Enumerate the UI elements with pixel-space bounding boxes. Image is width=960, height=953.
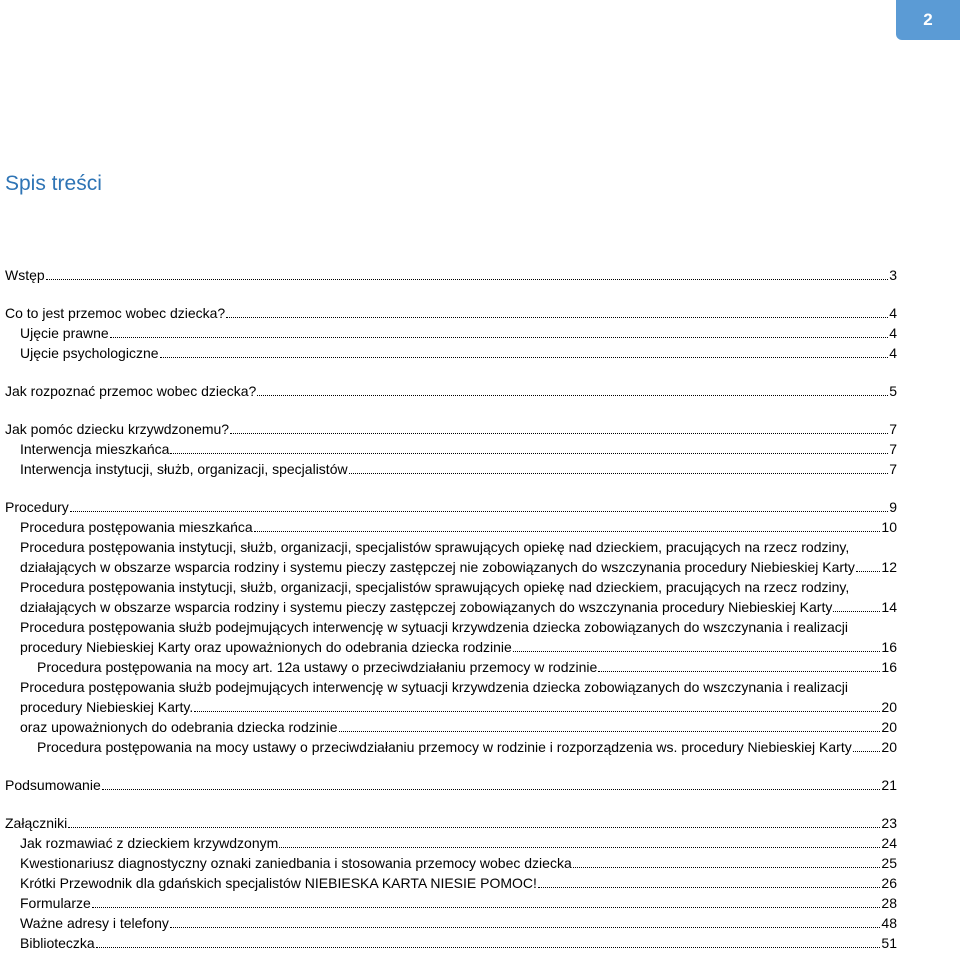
- dot-leader: [538, 886, 881, 888]
- dot-leader: [96, 946, 881, 948]
- toc-entry[interactable]: [5, 517, 897, 537]
- toc-entry[interactable]: [5, 677, 897, 717]
- toc-entry-page: 10: [881, 519, 897, 535]
- toc-entry-title: Biblioteczka: [20, 935, 95, 951]
- toc-entry-page: 4: [889, 325, 897, 341]
- toc-entry-page: 20: [881, 739, 897, 755]
- toc-entry[interactable]: [5, 853, 897, 873]
- toc-entry-page: 7: [889, 461, 897, 477]
- toc-entry[interactable]: [5, 775, 897, 795]
- toc-entry-title: Kwestionariusz diagnostyczny oznaki zaniedbania i stosowania przemocy wobec dziecka: [20, 855, 572, 871]
- dot-leader: [339, 730, 881, 732]
- toc-entry[interactable]: [5, 873, 897, 893]
- toc-entry[interactable]: [5, 933, 897, 953]
- toc-entry[interactable]: [5, 893, 897, 913]
- toc-entry-page: 24: [881, 835, 897, 851]
- toc-entry-title: Załączniki: [5, 815, 68, 831]
- dot-leader: [226, 316, 888, 318]
- toc-entry-title: Formularze: [20, 895, 91, 911]
- table-of-contents: [5, 265, 897, 953]
- dot-leader: [856, 570, 880, 572]
- toc-entry-page: 20: [881, 719, 897, 735]
- toc-entry[interactable]: [5, 265, 897, 285]
- toc-entry-title: Interwencja instytucji, służb, organizacji, specjalistów: [20, 461, 348, 477]
- toc-entry[interactable]: [5, 913, 897, 933]
- dot-leader: [102, 788, 881, 790]
- toc-entry[interactable]: [5, 419, 897, 439]
- toc-entry-title: Ujęcie prawne: [20, 325, 109, 341]
- toc-entry-page: 7: [889, 441, 897, 457]
- dot-leader: [853, 750, 881, 752]
- dot-leader: [160, 356, 889, 358]
- toc-entry[interactable]: [5, 343, 897, 363]
- toc-entry-page: 5: [889, 383, 897, 399]
- toc-entry-page: 28: [881, 895, 897, 911]
- dot-leader: [349, 472, 889, 474]
- dot-leader: [230, 432, 888, 434]
- toc-title: Spis treści: [5, 172, 102, 195]
- toc-entry-page: 7: [889, 421, 897, 437]
- toc-entry[interactable]: [5, 439, 897, 459]
- toc-entry[interactable]: [5, 657, 897, 677]
- toc-entry[interactable]: [5, 323, 897, 343]
- toc-entry-title: Procedury: [5, 499, 69, 515]
- toc-entry-line: Procedura postępowania służb podejmujących interwencję w sytuacji krzywdzenia dziecka zobowiązanych do wszczynania i realizacji: [20, 679, 848, 695]
- toc-entry[interactable]: [5, 813, 897, 833]
- toc-entry-title: działających w obszarze wsparcia rodziny i systemu pieczy zastępczej nie zobowiązanych do wszczynania procedury Niebieskiej Karty: [20, 559, 855, 575]
- toc-entry-title: Jak rozmawiać z dzieckiem krzywdzonym: [20, 835, 279, 851]
- toc-entry-line: Procedura postępowania instytucji, służb, organizacji, specjalistów sprawujących opiekę nad dzieckiem, pracujących na rzecz rodziny,: [20, 579, 850, 595]
- toc-entry-page: 3: [889, 267, 897, 283]
- toc-entry-title: Jak rozpoznać przemoc wobec dziecka?: [5, 383, 257, 399]
- dot-leader: [573, 866, 881, 868]
- toc-entry-title: procedury Niebieskiej Karty.: [20, 699, 194, 715]
- toc-entry[interactable]: [5, 737, 897, 757]
- dot-leader: [170, 452, 888, 454]
- dot-leader: [194, 710, 880, 712]
- dot-leader: [170, 926, 881, 928]
- toc-entry[interactable]: [5, 717, 897, 737]
- toc-entry-page: 51: [881, 935, 897, 951]
- dot-leader: [68, 826, 880, 828]
- toc-entry-title: Procedura postępowania na mocy ustawy o przeciwdziałaniu przemocy w rodzinie i rozporządzenia ws. procedury Niebieskiej Karty: [37, 739, 852, 755]
- toc-entry-page: 25: [881, 855, 897, 871]
- toc-entry-page: 9: [889, 499, 897, 515]
- dot-leader: [70, 510, 888, 512]
- toc-entry-line: Procedura postępowania instytucji, służb, organizacji, specjalistów sprawujących opiekę nad dzieckiem, pracujących na rzecz rodziny,: [20, 539, 850, 555]
- dot-leader: [254, 530, 881, 532]
- toc-entry[interactable]: [5, 459, 897, 479]
- toc-entry-title: Krótki Przewodnik dla gdańskich specjalistów NIEBIESKA KARTA NIESIE POMOC!: [20, 875, 537, 891]
- page-number-badge: 2: [896, 0, 960, 40]
- toc-entry-title: Ujęcie psychologiczne: [20, 345, 159, 361]
- toc-entry[interactable]: [5, 381, 897, 401]
- toc-entry-title: Jak pomóc dziecku krzywdzonemu?: [5, 421, 230, 437]
- toc-entry-page: 26: [881, 875, 897, 891]
- toc-entry[interactable]: [5, 617, 897, 657]
- toc-entry-title: działających w obszarze wsparcia rodziny i systemu pieczy zastępczej zobowiązanych do wszczynania procedury Niebieskiej Karty: [20, 599, 833, 615]
- toc-entry[interactable]: [5, 303, 897, 323]
- toc-entry-title: Co to jest przemoc wobec dziecka?: [5, 305, 226, 321]
- toc-entry-title: Podsumowanie: [5, 777, 101, 793]
- toc-entry-page: 12: [881, 559, 897, 575]
- toc-entry[interactable]: [5, 497, 897, 517]
- toc-entry-page: 4: [889, 345, 897, 361]
- toc-entry-page: 16: [881, 639, 897, 655]
- toc-entry-title: procedury Niebieskiej Karty oraz upoważnionych do odebrania dziecka rodzinie: [20, 639, 512, 655]
- toc-entry-page: 4: [889, 305, 897, 321]
- dot-leader: [92, 906, 881, 908]
- toc-entry-title: Ważne adresy i telefony: [20, 915, 169, 931]
- toc-entry-page: 23: [881, 815, 897, 831]
- dot-leader: [257, 394, 888, 396]
- toc-entry-line: Procedura postępowania służb podejmujących interwencję w sytuacji krzywdzenia dziecka zobowiązanych do wszczynania i realizacji: [20, 619, 848, 635]
- toc-entry-title: Wstęp: [5, 267, 45, 283]
- toc-entry-title: oraz upoważnionych do odebrania dziecka rodzinie: [20, 719, 338, 735]
- toc-entry-page: 16: [881, 659, 897, 675]
- toc-entry[interactable]: [5, 577, 897, 617]
- toc-entry-page: 20: [881, 699, 897, 715]
- dot-leader: [46, 278, 889, 280]
- dot-leader: [279, 846, 880, 848]
- toc-entry[interactable]: [5, 833, 897, 853]
- toc-entry-page: 14: [881, 599, 897, 615]
- toc-entry-page: 48: [881, 915, 897, 931]
- dot-leader: [513, 650, 881, 652]
- toc-entry-title: Procedura postępowania na mocy art. 12a ustawy o przeciwdziałaniu przemocy w rodzinie: [37, 659, 598, 675]
- dot-leader: [110, 336, 888, 338]
- toc-entry-page: 21: [881, 777, 897, 793]
- toc-entry[interactable]: [5, 537, 897, 577]
- dot-leader: [598, 670, 880, 672]
- toc-entry-title: Procedura postępowania mieszkańca: [20, 519, 253, 535]
- dot-leader: [833, 610, 880, 612]
- toc-entry-title: Interwencja mieszkańca: [20, 441, 170, 457]
